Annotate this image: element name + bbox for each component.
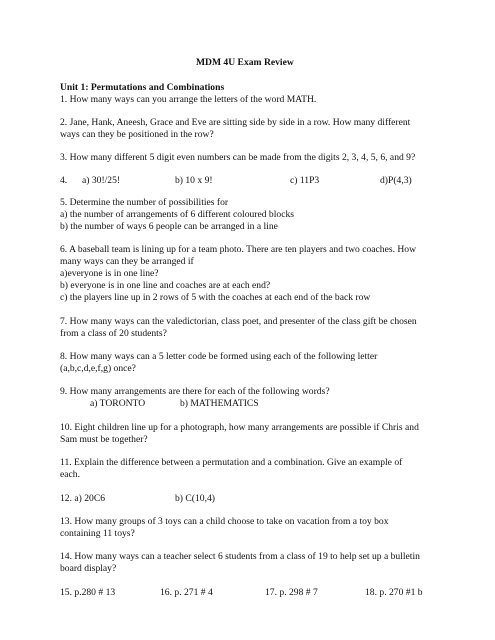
question-4-b: b) 10 x 9! bbox=[175, 175, 213, 186]
question-5-line-3: b) the number of ways 6 people can be arranged in a line bbox=[60, 221, 278, 232]
question-4-a: a) 30!/25! bbox=[82, 175, 121, 186]
question-4-d: d)P(4,3) bbox=[380, 175, 412, 186]
question-6-line-4: b) everyone is in one line and coaches are at each end? bbox=[60, 280, 271, 291]
question-11-line-2: each. bbox=[60, 469, 80, 480]
question-6-line-5: c) the players line up in 2 rows of 5 with the coaches at each end of the back row bbox=[60, 292, 371, 303]
question-7-line-1: 7. How many ways can the valedictorian, class poet, and presenter of the class gift be chosen bbox=[60, 316, 417, 327]
question-9-a: a) TORONTO bbox=[90, 398, 146, 409]
question-11-line-1: 11. Explain the difference between a permutation and a combination. Give an example of bbox=[60, 457, 403, 468]
question-6-line-2: many ways can they be arranged if bbox=[60, 256, 194, 267]
question-12-a: 12. a) 20C6 bbox=[60, 493, 106, 504]
question-2-line-1: 2. Jane, Hank, Aneesh, Grace and Eve are sitting side by side in a row. How many different bbox=[60, 117, 411, 128]
question-1: 1. How many ways can you arrange the letters of the word MATH. bbox=[60, 94, 317, 105]
question-8-line-1: 8. How many ways can a 5 letter code be formed using each of the following letter bbox=[60, 351, 378, 362]
question-14-line-1: 14. How many ways can a teacher select 6 students from a class of 19 to help set up a bulletin bbox=[60, 551, 420, 562]
question-2-line-2: ways can they be positioned in the row? bbox=[60, 129, 214, 140]
question-10-line-1: 10. Eight children line up for a photograph, how many arrangements are possible if Chris and bbox=[60, 422, 419, 433]
unit-heading: Unit 1: Permutations and Combinations bbox=[60, 82, 225, 93]
question-4-c: c) 11P3 bbox=[290, 175, 320, 186]
question-14-line-2: board display? bbox=[60, 563, 117, 574]
page-title: MDM 4U Exam Review bbox=[196, 57, 294, 68]
question-5-line-2: a) the number of arrangements of 6 different coloured blocks bbox=[60, 209, 294, 220]
question-8-line-2: (a,b,c,d,e,f,g) once? bbox=[60, 363, 136, 374]
question-13-line-1: 13. How many groups of 3 toys can a child choose to take on vacation from a toy box bbox=[60, 516, 389, 527]
reference-18: 18. p. 270 #1 b bbox=[365, 587, 423, 598]
reference-16: 16. p. 271 # 4 bbox=[160, 587, 213, 598]
question-6-line-3: a)everyone is in one line? bbox=[60, 268, 159, 279]
question-10-line-2: Sam must be together? bbox=[60, 434, 148, 445]
reference-15: 15. p.280 # 13 bbox=[60, 587, 116, 598]
question-9-line-1: 9. How many arrangements are there for each of the following words? bbox=[60, 386, 330, 397]
question-13-line-2: containing 11 toys? bbox=[60, 528, 135, 539]
question-7-line-2: from a class of 20 students? bbox=[60, 328, 167, 339]
question-3: 3. How many different 5 digit even numbers can be made from the digits 2, 3, 4, 5, 6, and 9? bbox=[60, 152, 416, 163]
question-4-number: 4. bbox=[60, 175, 68, 186]
question-12-b: b) C(10,4) bbox=[175, 493, 215, 504]
reference-17: 17. p. 298 # 7 bbox=[265, 587, 318, 598]
question-5-line-1: 5. Determine the number of possibilities for bbox=[60, 197, 229, 208]
question-9-b: b) MATHEMATICS bbox=[180, 398, 259, 409]
question-6-line-1: 6. A baseball team is lining up for a team photo. There are ten players and two coaches. How bbox=[60, 244, 417, 255]
